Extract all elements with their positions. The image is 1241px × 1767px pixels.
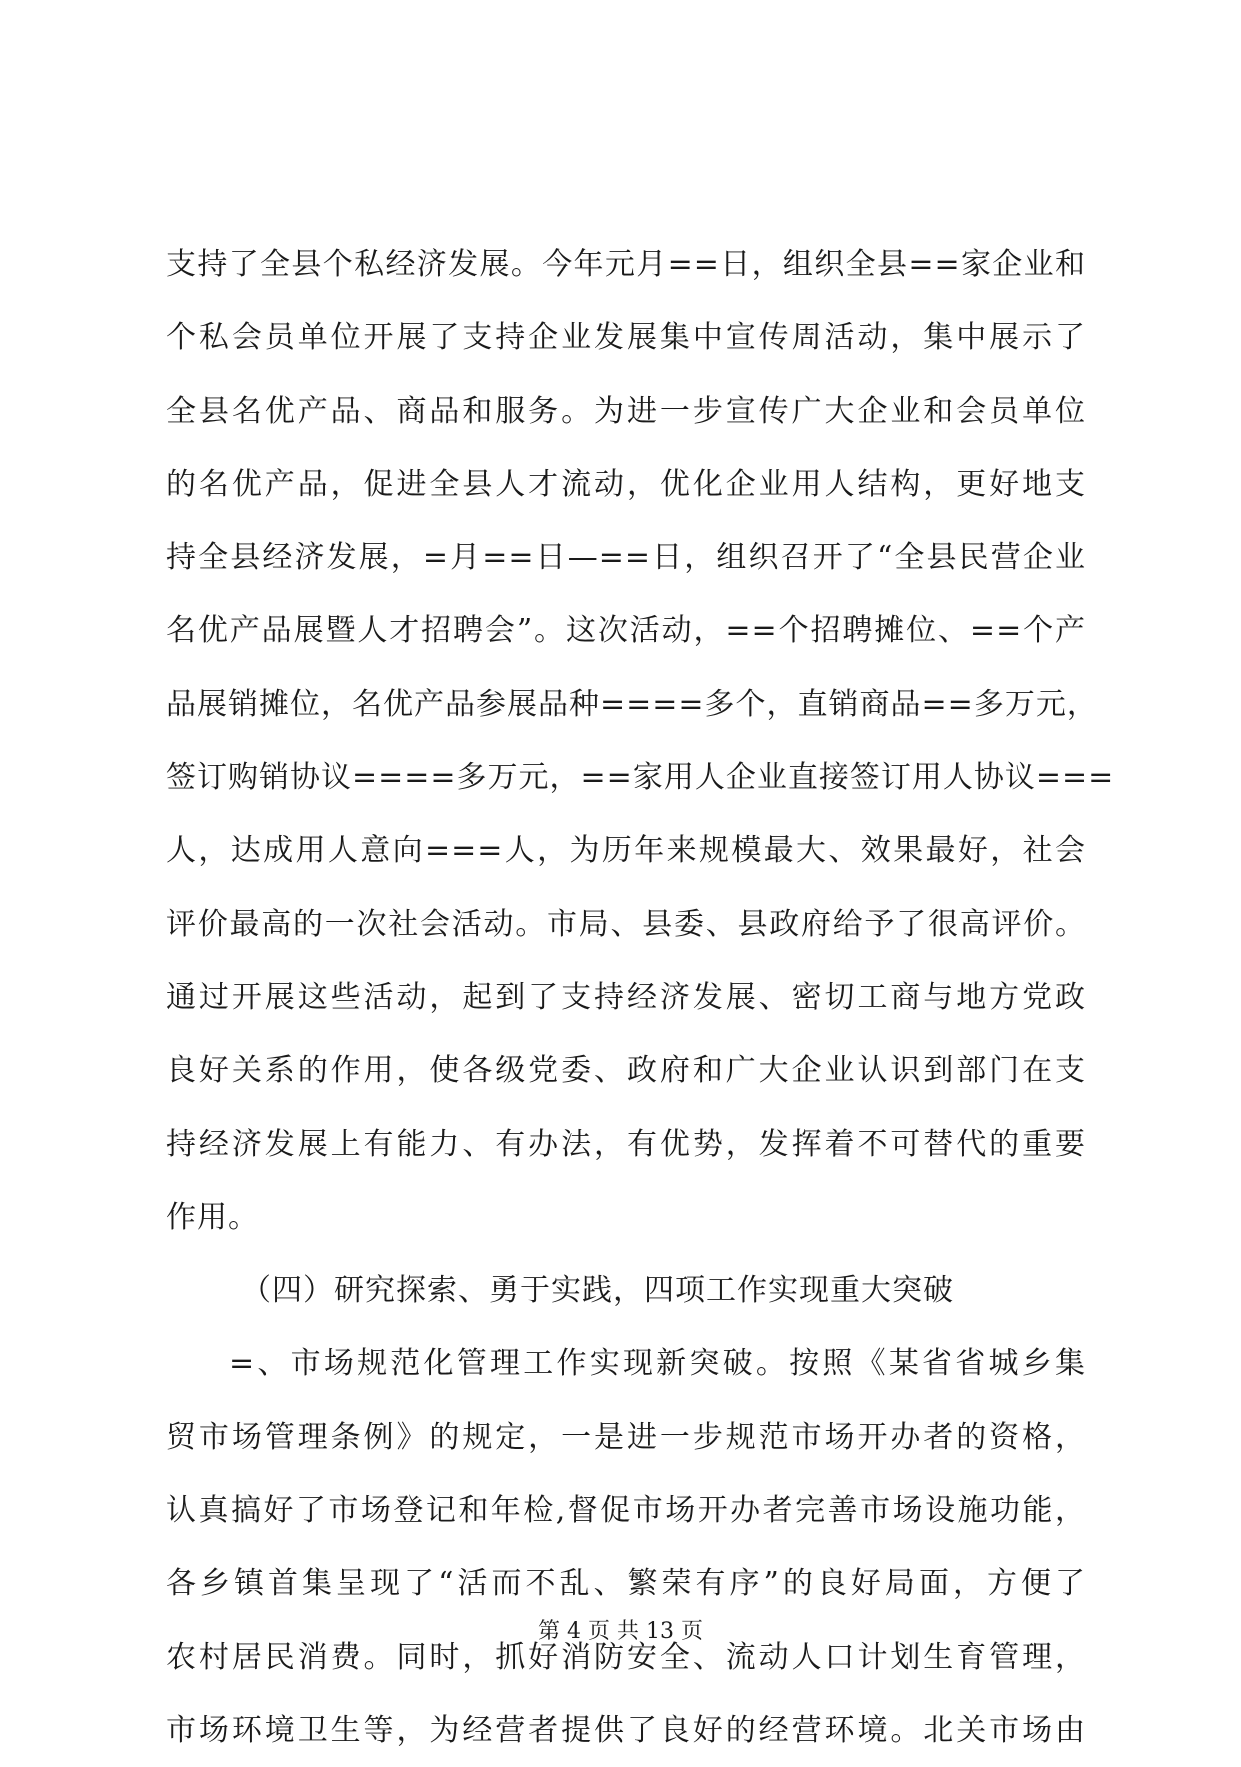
- text-line: 贸市场管理条例》的规定，一是进一步规范市场开办者的资格，: [166, 1419, 1086, 1455]
- text-line: 作用。: [166, 1199, 259, 1235]
- text-line: 名优产品展暨人才招聘会”。这次活动，==个招聘摊位、==个产: [166, 613, 1086, 649]
- text-line: 各乡镇首集呈现了“活而不乱、繁荣有序”的良好局面，方便了: [166, 1566, 1086, 1602]
- text-line: 支持了全县个私经济发展。今年元月==日，组织全县==家企业和: [166, 247, 1086, 282]
- text-line: 品展销摊位，名优产品参展品种====多个，直销商品==多万元，: [166, 686, 1098, 722]
- text-line: 良好关系的作用，使各级党委、政府和广大企业认识到部门在支: [166, 1053, 1086, 1089]
- text-line: 的名优产品，促进全县人才流动，优化企业用人结构，更好地支: [166, 466, 1086, 502]
- text-line: 全县名优产品、商品和服务。为进一步宣传广大企业和会员单位: [166, 393, 1086, 429]
- text-line: 评价最高的一次社会活动。市局、县委、县政府给予了很高评价。: [166, 906, 1086, 942]
- text-line: 人，达成用人意向===人，为历年来规模最大、效果最好，社会: [166, 833, 1086, 869]
- body-text: [166, 228, 1115, 1767]
- text-line: 持全县经济发展，=月==日—==日，组织召开了“全县民营企业: [166, 540, 1086, 576]
- text-line: 通过开展这些活动，起到了支持经济发展、密切工商与地方党政: [166, 979, 1086, 1015]
- text-line: 签订购销协议====多万元，==家用人企业直接签订用人协议===: [166, 760, 1115, 796]
- text-line: =、市场规范化管理工作实现新突破。按照《某省省城乡集: [229, 1346, 1086, 1382]
- text-line: 农村居民消费。同时，抓好消防安全、流动人口计划生育管理，: [166, 1639, 1086, 1675]
- page-number-footer: 第 4 页 共 13 页: [538, 1619, 703, 1644]
- section-heading: （四）研究探索、勇于实践，四项工作实现重大突破: [241, 1273, 954, 1309]
- text-line: 认真搞好了市场登记和年检,督促市场开办者完善市场设施功能，: [166, 1493, 1086, 1529]
- text-line: 市场环境卫生等，为经营者提供了良好的经营环境。北关市场由: [166, 1712, 1086, 1748]
- text-line: 持经济发展上有能力、有办法，有优势，发挥着不可替代的重要: [166, 1126, 1086, 1162]
- text-line: 个私会员单位开展了支持企业发展集中宣传周活动，集中展示了: [166, 320, 1086, 356]
